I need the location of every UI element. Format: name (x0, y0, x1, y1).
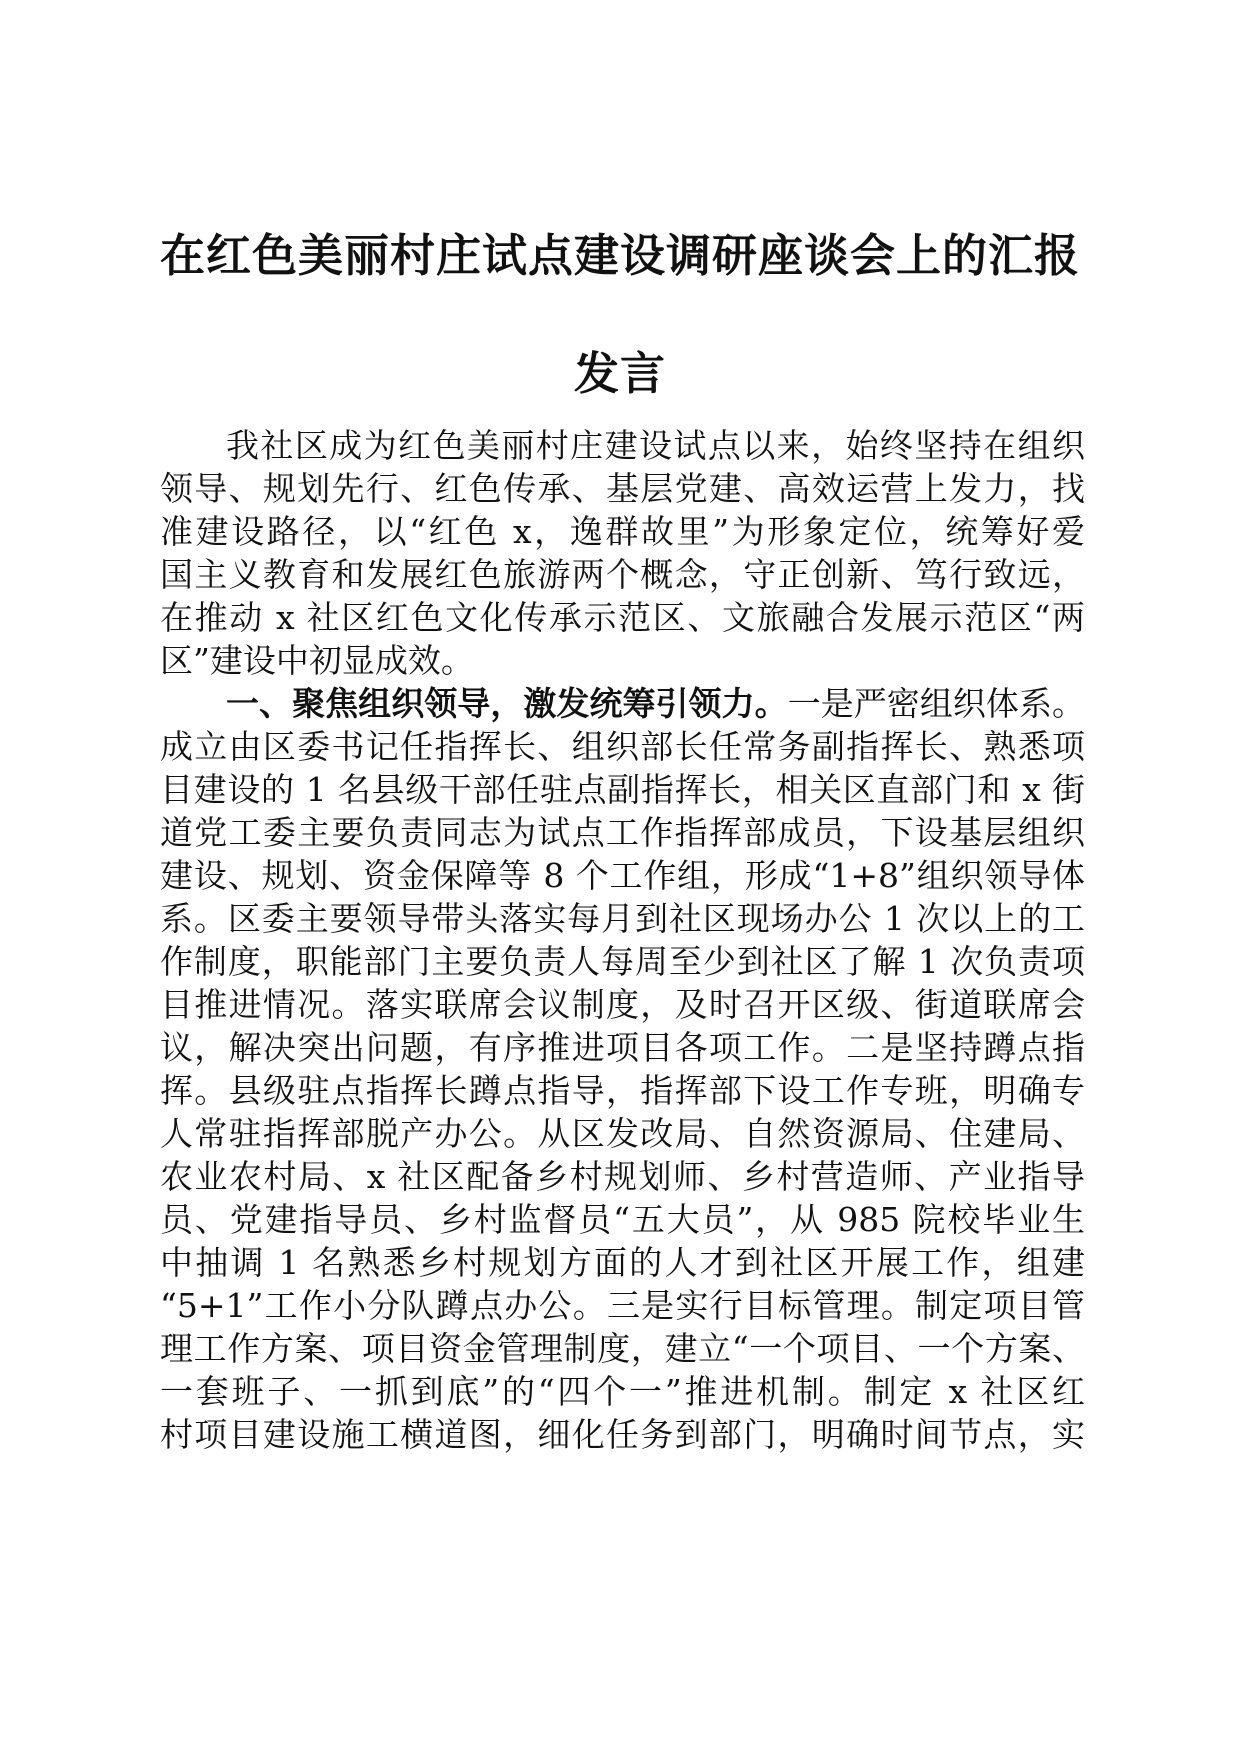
section-1-line-12: 农业农村局、x 社区配备乡村规划师、乡村营造师、产业指导 (160, 1157, 1085, 1196)
paragraph-1-line-3: 准建设路径，以“红色 x，逸群故里”为形象定位，统筹好爱 (160, 512, 1085, 551)
section-1-line-16: 理工作方案、项目资金管理制度，建立“一个项目、一个方案、 (160, 1329, 1085, 1368)
section-1-line-7: 作制度，职能部门主要负责人每周至少到社区了解 1 次负责项 (160, 942, 1085, 981)
section-1-line-3: 目建设的 1 名县级干部任驻点副指挥长，相关区直部门和 x 街 (160, 770, 1085, 809)
section-1-line-17: 一套班子、一抓到底”的“四个一”推进机制。制定 x 社区红 (160, 1372, 1085, 1411)
section-1-line-8: 目推进情况。落实联席会议制度，及时召开区级、街道联席会 (160, 985, 1085, 1024)
paragraph-1-line-1: 我社区成为红色美丽村庄建设试点以来，始终坚持在组织 (226, 426, 1085, 465)
section-1-line-10: 挥。县级驻点指挥长蹲点指导，指挥部下设工作专班，明确专 (160, 1071, 1085, 1110)
document-title-line-2: 发言 (573, 347, 666, 400)
paragraph-1-line-2: 领导、规划先行、红色传承、基层党建、高效运营上发力，找 (160, 469, 1085, 508)
section-1-line-18: 村项目建设施工横道图，细化任务到部门，明确时间节点，实 (160, 1415, 1085, 1454)
section-1-line-11: 人常驻指挥部脱产办公。从区发改局、自然资源局、住建局、 (160, 1114, 1085, 1153)
document-title-line-1: 在红色美丽村庄试点建设调研座谈会上的汇报 (159, 229, 1080, 282)
paragraph-1-line-6: 区”建设中初显成效。 (160, 641, 474, 680)
section-1-line-4: 道党工委主要负责同志为试点工作指挥部成员，下设基层组织 (160, 813, 1085, 852)
section-1-line-2: 成立由区委书记任指挥长、组织部长任常务副指挥长、熟悉项 (160, 727, 1085, 766)
section-1-line-9: 议，解决突出问题，有序推进项目各项工作。二是坚持蹲点指 (160, 1028, 1085, 1067)
section-1-line-14: 中抽调 1 名熟悉乡村规划方面的人才到社区开展工作，组建 (160, 1243, 1085, 1282)
section-1-first-line (226, 681, 1085, 727)
section-1-first-line-text: 一是严密组织体系。 (787, 684, 1086, 723)
section-1-line-15: “5+1”工作小分队蹲点办公。三是实行目标管理。制定项目管 (160, 1286, 1085, 1325)
section-1-line-5: 建设、规划、资金保障等 8 个工作组，形成“1+8”组织领导体 (160, 856, 1085, 895)
section-1-line-13: 员、党建指导员、乡村监督员“五大员”，从 985 院校毕业生 (160, 1200, 1085, 1239)
section-1-heading: 一、聚焦组织领导，激发统筹引领力。 (226, 684, 788, 723)
paragraph-1-line-4: 国主义教育和发展红色旅游两个概念，守正创新、笃行致远， (160, 555, 1085, 594)
paragraph-1-line-5: 在推动 x 社区红色文化传承示范区、文旅融合发展示范区“两 (160, 598, 1085, 637)
section-1-line-6: 系。区委主要领导带头落实每月到社区现场办公 1 次以上的工 (160, 899, 1085, 938)
